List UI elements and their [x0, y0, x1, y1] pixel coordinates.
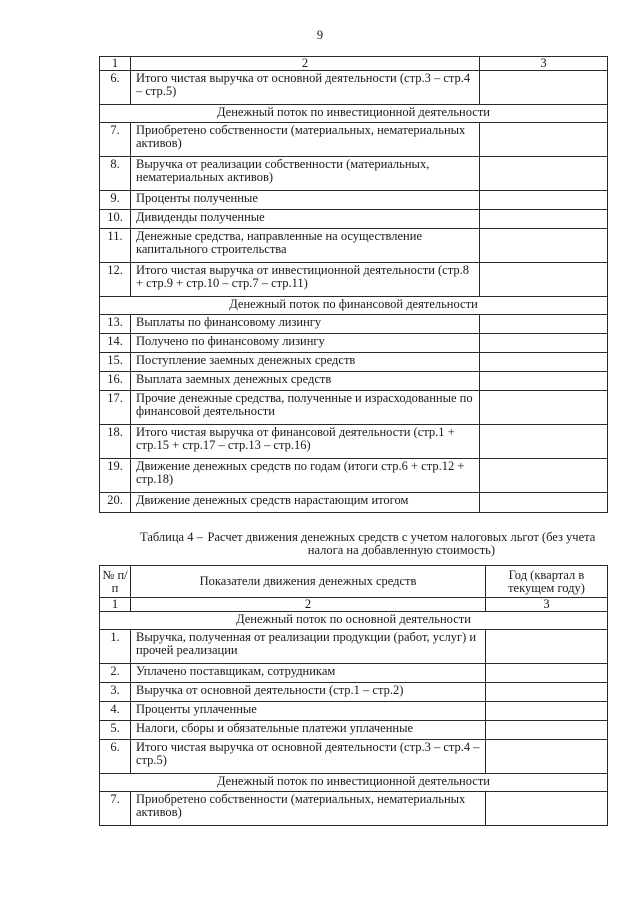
- table-row: [100, 71, 608, 105]
- table-row: [100, 702, 608, 721]
- table-row: [100, 191, 608, 210]
- section-header-row: [100, 105, 608, 123]
- row-value-cell: [486, 792, 608, 826]
- row-description: Выплаты по финансовому лизингу: [131, 315, 480, 334]
- table-caption-label: Таблица 4 –: [140, 530, 203, 544]
- row-description: Движение денежных средств по годам (итоги стр.6 + стр.12 + стр.18): [131, 459, 480, 493]
- row-number: 13.: [100, 315, 131, 334]
- row-description: Итого чистая выручка от основной деятельности (стр.3 – стр.4 – стр.5): [131, 740, 486, 774]
- row-value-cell: [480, 157, 608, 191]
- table-row: [100, 372, 608, 391]
- column-number-row: [100, 57, 608, 71]
- table-row: [100, 229, 608, 263]
- column-number: 1: [100, 57, 131, 71]
- row-number: 7.: [100, 123, 131, 157]
- column-number: 3: [486, 598, 608, 612]
- row-value-cell: [480, 425, 608, 459]
- table-header-row: [100, 566, 608, 598]
- row-description: Итого чистая выручка от финансовой деятельности (стр.1 + стр.15 + стр.17 – стр.13 – стр.16): [131, 425, 480, 459]
- row-value-cell: [480, 391, 608, 425]
- row-value-cell: [480, 191, 608, 210]
- row-number: 18.: [100, 425, 131, 459]
- row-description: Поступление заемных денежных средств: [131, 353, 480, 372]
- table-row: [100, 263, 608, 297]
- row-value-cell: [480, 123, 608, 157]
- row-number: 12.: [100, 263, 131, 297]
- row-description: Выплата заемных денежных средств: [131, 372, 480, 391]
- table-row: [100, 493, 608, 513]
- table-row: [100, 315, 608, 334]
- row-value-cell: [480, 263, 608, 297]
- table-row: [100, 210, 608, 229]
- row-value-cell: [486, 702, 608, 721]
- row-description: Выручка от реализации собственности (материальных, нематериальных активов): [131, 157, 480, 191]
- column-number: 3: [480, 57, 608, 71]
- row-number: 14.: [100, 334, 131, 353]
- row-value-cell: [480, 372, 608, 391]
- row-description: Движение денежных средств нарастающим итогом: [131, 493, 480, 513]
- row-value-cell: [480, 493, 608, 513]
- column-number: 2: [131, 57, 480, 71]
- row-description: Уплачено поставщикам, сотрудникам: [131, 664, 486, 683]
- row-number: 7.: [100, 792, 131, 826]
- section-header-row: [100, 612, 608, 630]
- page-number: 9: [316, 28, 324, 42]
- row-description: Приобретено собственности (материальных, нематериальных активов): [131, 792, 486, 826]
- table-row: [100, 740, 608, 774]
- table-row: [100, 630, 608, 664]
- header-number-column: № п/п: [100, 566, 131, 598]
- row-description: Проценты полученные: [131, 191, 480, 210]
- table-row: [100, 459, 608, 493]
- table-row: [100, 334, 608, 353]
- table-row: [100, 683, 608, 702]
- table-caption-text: Расчет движения денежных средств с учетом налоговых льгот (без учета налога на добавленную стоимость): [207, 530, 596, 557]
- row-number: 10.: [100, 210, 131, 229]
- section-header-row: [100, 297, 608, 315]
- column-number: 1: [100, 598, 131, 612]
- row-description: Дивиденды полученные: [131, 210, 480, 229]
- table-row: [100, 792, 608, 826]
- row-value-cell: [480, 315, 608, 334]
- table-row: [100, 157, 608, 191]
- row-value-cell: [480, 334, 608, 353]
- row-value-cell: [486, 683, 608, 702]
- row-value-cell: [480, 353, 608, 372]
- row-number: 4.: [100, 702, 131, 721]
- row-number: 5.: [100, 721, 131, 740]
- row-number: 3.: [100, 683, 131, 702]
- row-description: Выручка, полученная от реализации продукции (работ, услуг) и прочей реализации: [131, 630, 486, 664]
- row-number: 17.: [100, 391, 131, 425]
- row-number: 2.: [100, 664, 131, 683]
- row-description: Налоги, сборы и обязательные платежи уплаченные: [131, 721, 486, 740]
- row-value-cell: [486, 630, 608, 664]
- row-value-cell: [480, 229, 608, 263]
- row-value-cell: [480, 71, 608, 105]
- row-description: Итого чистая выручка от инвестиционной деятельности (стр.8 + стр.9 + стр.10 – стр.7 – стр.11): [131, 263, 480, 297]
- table-row: [100, 425, 608, 459]
- row-number: 11.: [100, 229, 131, 263]
- row-value-cell: [486, 740, 608, 774]
- row-description: Приобретено собственности (материальных, нематериальных активов): [131, 123, 480, 157]
- row-description: Проценты уплаченные: [131, 702, 486, 721]
- row-number: 1.: [100, 630, 131, 664]
- table-row: [100, 664, 608, 683]
- row-value-cell: [480, 210, 608, 229]
- row-value-cell: [480, 459, 608, 493]
- row-value-cell: [486, 664, 608, 683]
- cash-flow-tax-benefits-table: [99, 565, 608, 826]
- row-number: 20.: [100, 493, 131, 513]
- row-description: Выручка от основной деятельности (стр.1 – стр.2): [131, 683, 486, 702]
- row-number: 9.: [100, 191, 131, 210]
- table-row: [100, 391, 608, 425]
- row-number: 16.: [100, 372, 131, 391]
- section-title: Денежный поток по инвестиционной деятельности: [100, 105, 608, 123]
- table-caption: [140, 531, 600, 557]
- row-value-cell: [486, 721, 608, 740]
- section-header-row: [100, 774, 608, 792]
- header-year-column: Год (квартал в текущем году): [486, 566, 608, 598]
- table-row: [100, 353, 608, 372]
- row-number: 6.: [100, 71, 131, 105]
- row-number: 19.: [100, 459, 131, 493]
- row-number: 15.: [100, 353, 131, 372]
- row-number: 6.: [100, 740, 131, 774]
- column-number: 2: [131, 598, 486, 612]
- row-description: Денежные средства, направленные на осуществление капитального строительства: [131, 229, 480, 263]
- column-number-row: [100, 598, 608, 612]
- row-description: Итого чистая выручка от основной деятельности (стр.3 – стр.4 – стр.5): [131, 71, 480, 105]
- row-description: Прочие денежные средства, полученные и израсходованные по финансовой деятельности: [131, 391, 480, 425]
- section-title: Денежный поток по инвестиционной деятельности: [100, 774, 608, 792]
- cash-flow-table-continued: [99, 56, 608, 513]
- section-title: Денежный поток по основной деятельности: [100, 612, 608, 630]
- row-description: Получено по финансовому лизингу: [131, 334, 480, 353]
- table-row: [100, 123, 608, 157]
- table-row: [100, 721, 608, 740]
- header-indicators-column: Показатели движения денежных средств: [131, 566, 486, 598]
- row-number: 8.: [100, 157, 131, 191]
- section-title: Денежный поток по финансовой деятельности: [100, 297, 608, 315]
